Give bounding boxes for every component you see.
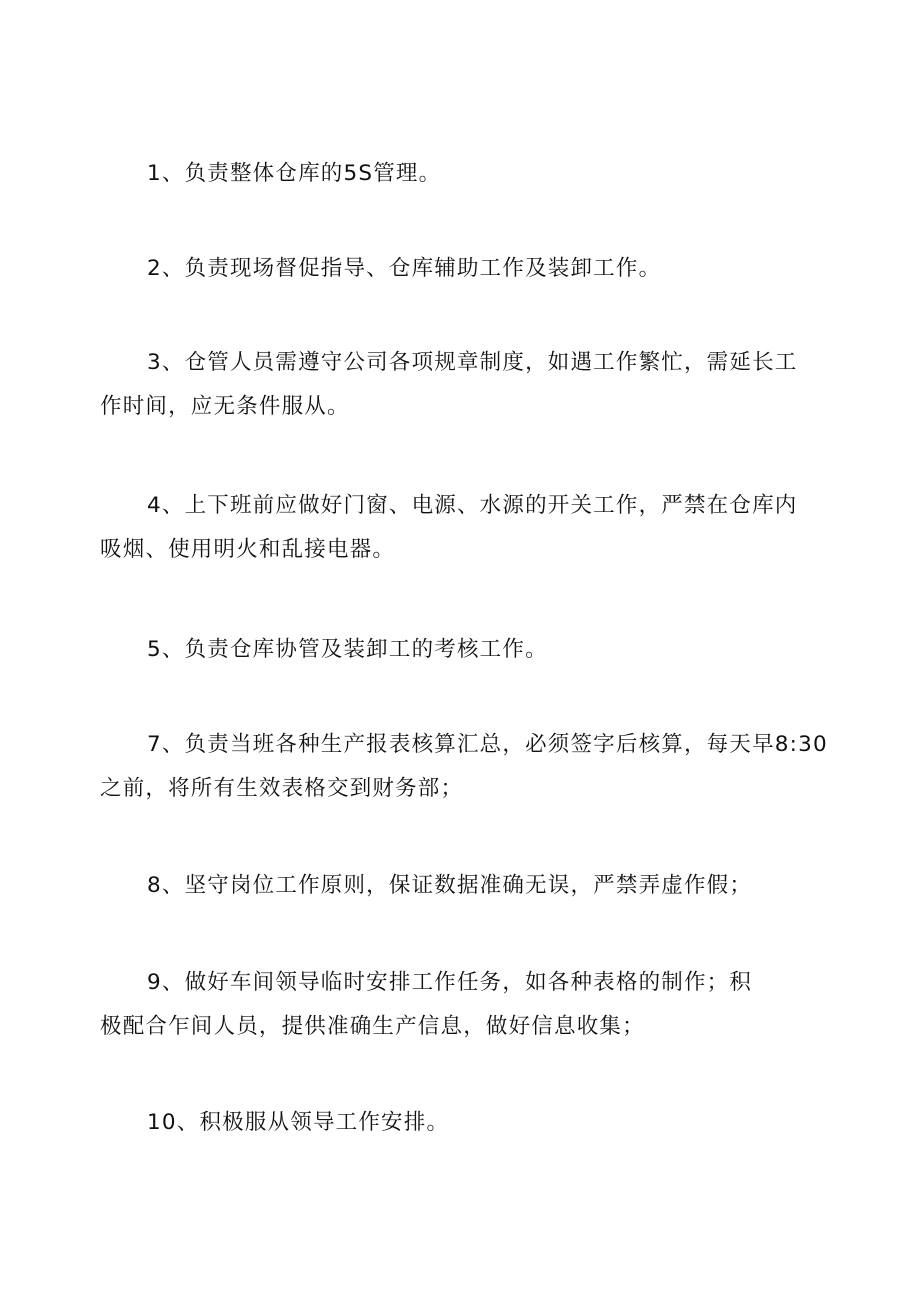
duty-item-4 — [100, 484, 820, 572]
duty-line: 4、上下班前应做好门窗、电源、水源的开关工作，严禁在仓库内 — [147, 493, 798, 518]
duty-line: 作时间，应无条件服从。 — [100, 394, 350, 419]
duty-item-8 — [100, 864, 820, 908]
duty-line: 极配合乍间人员，提供准确生产信息，做好信息收集； — [100, 1014, 645, 1039]
duty-line: 5、负责仓库协管及装卸工的考核工作。 — [147, 637, 548, 662]
duty-item-2 — [100, 247, 820, 291]
duty-line: 吸烟、使用明火和乱接电器。 — [100, 537, 396, 562]
duty-item-9 — [100, 961, 820, 1049]
duty-line: 之前，将所有生效表格交到财务部； — [100, 776, 464, 801]
duty-line: 2、负责现场督促指导、仓库辅助工作及装卸工作。 — [147, 256, 662, 281]
duty-item-5 — [100, 628, 820, 672]
duty-line: 7、负责当班各种生产报表核算汇总，必须签字后核算，每天早8:30 — [147, 732, 828, 757]
duty-item-1 — [100, 152, 820, 196]
duty-item-3 — [100, 341, 820, 429]
duty-line: 8、坚守岗位工作原则，保证数据准确无误，严禁弄虚作假； — [147, 873, 753, 898]
duty-line: 1、负责整体仓库的5S管理。 — [147, 161, 442, 186]
duty-item-10 — [100, 1101, 820, 1145]
duty-line: 10、积极服从领导工作安排。 — [147, 1110, 450, 1135]
duty-line: 3、仓管人员需遵守公司各项规章制度，如遇工作繁忙，需延长工 — [147, 350, 798, 375]
duty-item-7 — [100, 723, 828, 811]
duty-line: 9、做好车间领导临时安排工作任务，如各种表格的制作；积 — [147, 970, 753, 995]
